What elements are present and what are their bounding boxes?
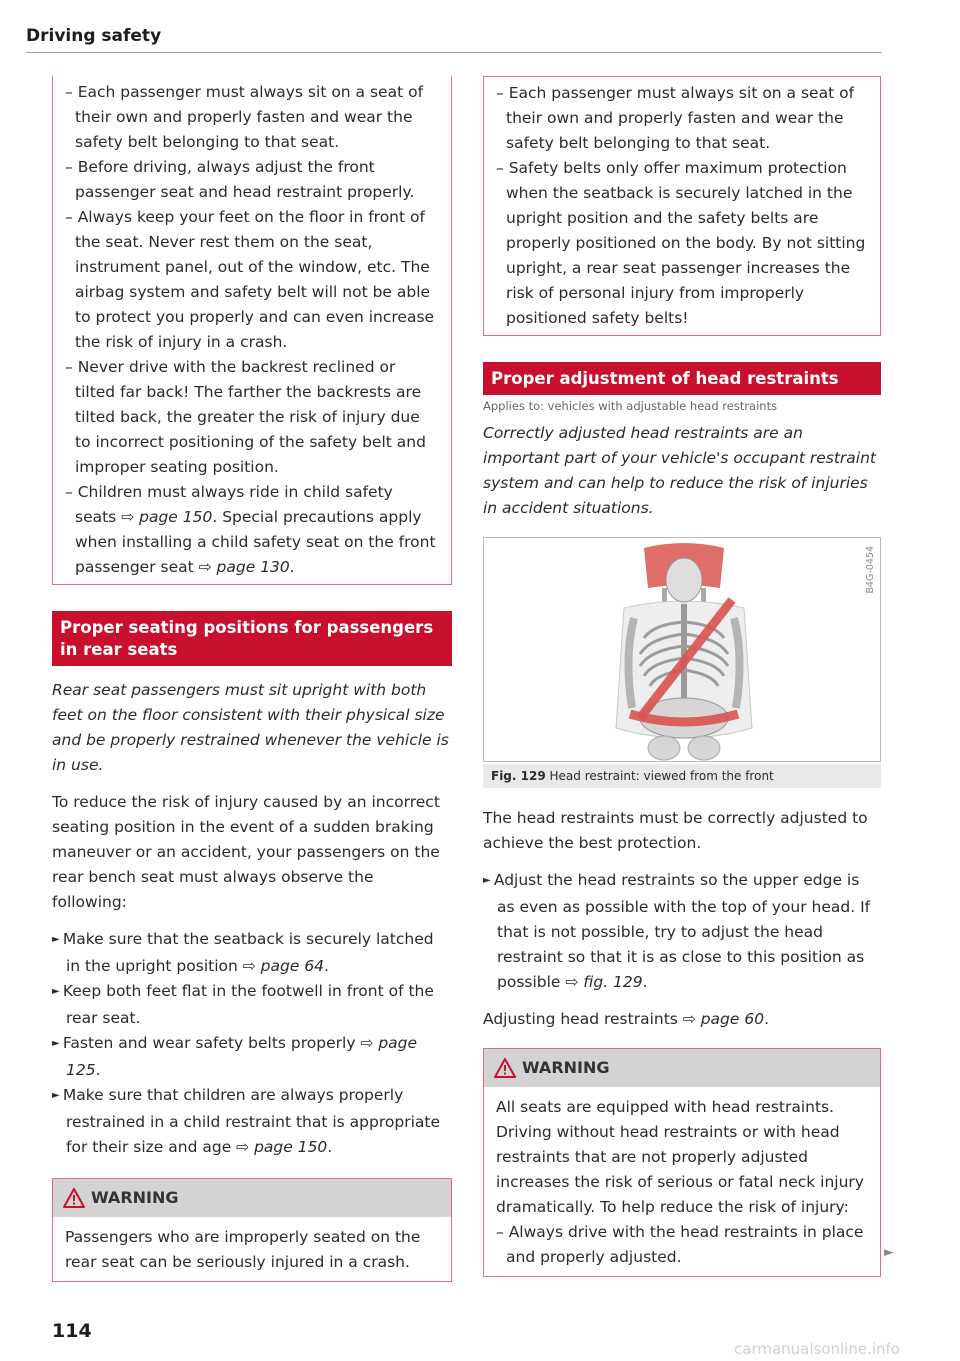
section-intro: Correctly adjusted head restraints are an important part of your vehicle's occupant restraint system and can help to reduce the risk of injuries in accident situations. xyxy=(483,424,876,517)
warning-continued-list xyxy=(496,81,868,331)
section-heading-rear-seats: Proper seating positions for passengers in rear seats xyxy=(52,611,452,666)
warning-title: WARNING xyxy=(522,1058,610,1077)
running-header: Driving safety xyxy=(26,26,162,46)
list-item: ► Adjust the head restraints so the upper edge is as even as possible with the top of your head. If that is not possible, try to adjust the head restraint so that it is as close to this position as possible ⇨ fig. 129. xyxy=(483,868,881,995)
warning-header xyxy=(484,1049,880,1087)
list-item: ► Keep both feet flat in the footwell in front of the rear seat. xyxy=(52,979,452,1031)
page-reference-link[interactable]: ⇨ page 150 xyxy=(236,1138,328,1156)
warning-body xyxy=(484,1087,880,1276)
warning-title: WARNING xyxy=(91,1188,179,1207)
page-reference-link[interactable]: ⇨ page 64 xyxy=(242,957,325,975)
list-item: ► Make sure that children are always properly restrained in a child restraint that is appropriate for their size and age ⇨ page 150. xyxy=(52,1083,452,1160)
figure-caption: Fig. 129 Head restraint: viewed from the front xyxy=(483,764,881,788)
section-heading-head-restraints: Proper adjustment of head restraints xyxy=(483,362,881,395)
list-item: ► Fasten and wear safety belts properly ⇨ page 125. xyxy=(52,1031,452,1083)
watermark: carmanualsonline.info xyxy=(734,1340,900,1358)
section-intro: Rear seat passengers must sit upright with both feet on the floor consistent with their physical size and be properly restrained whenever the vehicle is in use. xyxy=(52,681,449,774)
page-reference-link[interactable]: ⇨ page 125 xyxy=(66,1034,418,1079)
warning-box xyxy=(483,1048,881,1277)
occupant-skeleton-illustration xyxy=(484,538,881,762)
warning-list xyxy=(496,1220,868,1270)
body-paragraph: Adjusting head restraints ⇨ page 60. xyxy=(483,1010,769,1028)
body-paragraph: The head restraints must be correctly adjusted to achieve the best protection. xyxy=(483,809,868,852)
left-column xyxy=(52,76,452,1282)
figure-code: B4G-0454 xyxy=(865,546,876,594)
warning-triangle-icon xyxy=(63,1188,85,1208)
warning-text: Passengers who are improperly seated on the rear seat can be seriously injured in a crash. xyxy=(65,1228,421,1271)
applies-to-note: Applies to: vehicles with adjustable head restraints xyxy=(483,399,778,413)
figure-129 xyxy=(483,537,881,788)
list-item: – Before driving, always adjust the front passenger seat and head restraint properly. xyxy=(65,155,439,205)
page-reference-link[interactable]: ⇨ page 150 xyxy=(121,508,213,526)
warning-continued-list xyxy=(65,80,439,580)
list-item: – Children must always ride in child safety seats ⇨ page 150. Special precautions apply when installing a child safety seat on the front passenger seat ⇨ page 130. xyxy=(65,480,439,580)
warning-triangle-icon xyxy=(494,1058,516,1078)
body-paragraph: To reduce the risk of injury caused by an incorrect seating position in the event of a sudden braking maneuver or an accident, your passengers on the rear bench seat must always observe the following: xyxy=(52,793,440,911)
list-item: – Safety belts only offer maximum protection when the seatback is securely latched in the upright position and the safety belts are properly positioned on the body. By not sitting upright, a rear seat passenger increases the risk of personal injury from improperly positioned safety belts! xyxy=(496,156,868,331)
warning-continuation-box xyxy=(483,76,881,336)
page-reference-link[interactable]: ⇨ page 60 xyxy=(682,1010,765,1028)
page-reference-link[interactable]: ⇨ page 130 xyxy=(198,558,290,576)
warning-continuation-box xyxy=(52,76,452,585)
list-item: – Never drive with the backrest reclined or tilted far back! The farther the backrests are tilted back, the greater the risk of injury due to incorrect positioning of the safety belt and improper seating position. xyxy=(65,355,439,480)
list-item: – Always keep your feet on the floor in front of the seat. Never rest them on the seat, instrument panel, out of the window, etc. The airbag system and safety belt will not be able to protect you properly and can even increase the risk of injury in a crash. xyxy=(65,205,439,355)
step-list xyxy=(483,868,881,995)
list-item: ► Make sure that the seatback is securely latched in the upright position ⇨ page 64. xyxy=(52,927,452,979)
warning-text: All seats are equipped with head restraints. Driving without head restraints or with head restraints that are not properly adjusted increases the risk of serious or fatal neck injury dramatically. To help reduce the risk of injury: xyxy=(496,1098,864,1216)
warning-header xyxy=(53,1179,451,1217)
warning-box xyxy=(52,1178,452,1282)
figure-reference-link[interactable]: ⇨ fig. 129 xyxy=(565,973,643,991)
header-rule xyxy=(26,52,882,53)
continued-arrow-icon: ► xyxy=(884,1245,894,1260)
figure-illustration xyxy=(483,537,881,762)
list-item: – Always drive with the head restraints in place and properly adjusted. xyxy=(496,1220,868,1270)
list-item: – Each passenger must always sit on a seat of their own and properly fasten and wear the safety belt belonging to that seat. xyxy=(65,80,439,155)
right-column xyxy=(483,76,881,1277)
list-item: – Each passenger must always sit on a seat of their own and properly fasten and wear the safety belt belonging to that seat. xyxy=(496,81,868,156)
step-list xyxy=(52,927,452,1160)
page-number: 114 xyxy=(52,1320,92,1342)
